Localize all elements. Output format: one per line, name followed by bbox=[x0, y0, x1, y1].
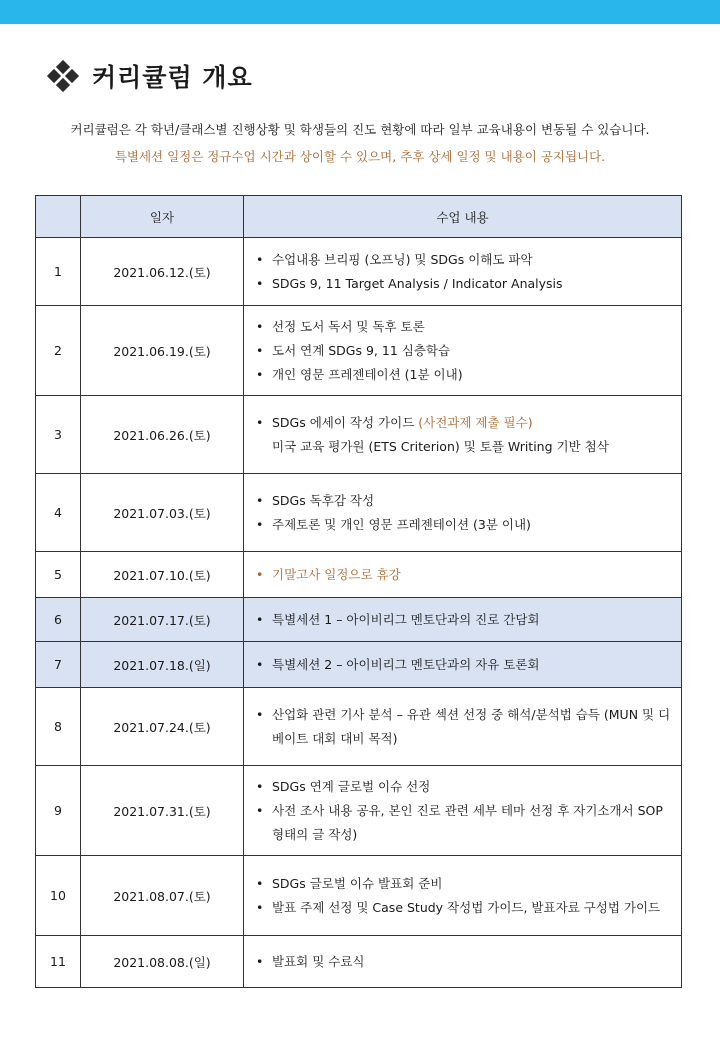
session-content bbox=[244, 238, 682, 306]
table-row bbox=[36, 688, 682, 766]
session-number: 9 bbox=[36, 766, 81, 856]
table-row bbox=[36, 598, 682, 642]
list-item-text: SDGs 연계 글로벌 이슈 선정 bbox=[272, 778, 431, 794]
session-number: 8 bbox=[36, 688, 81, 766]
session-number: 1 bbox=[36, 238, 81, 306]
content-subline: 미국 교육 평가원 (ETS Criterion) 및 토플 Writing 기반 첨삭 bbox=[272, 438, 609, 454]
diamond-cluster-icon bbox=[48, 61, 78, 91]
session-number: 11 bbox=[36, 936, 81, 988]
list-item bbox=[256, 272, 673, 296]
table-row bbox=[36, 396, 682, 474]
table-row bbox=[36, 642, 682, 688]
session-content bbox=[244, 936, 682, 988]
list-item bbox=[256, 896, 673, 920]
list-item-text: SDGs 독후감 작성 bbox=[272, 492, 375, 508]
list-item-text: 특별세션 2 – 아이비리그 멘토단과의 자유 토론회 bbox=[272, 656, 540, 672]
list-item-text: 주제토론 및 개인 영문 프레젠테이션 (3분 이내) bbox=[272, 516, 531, 532]
list-item-text: 선정 도서 독서 및 독후 토론 bbox=[272, 318, 425, 334]
session-number: 5 bbox=[36, 552, 81, 598]
session-date: 2021.07.03.(토) bbox=[81, 474, 244, 552]
list-item bbox=[256, 411, 673, 435]
table-row bbox=[36, 306, 682, 396]
list-item bbox=[256, 950, 673, 974]
list-item-text: 개인 영문 프레젠테이션 (1분 이내) bbox=[272, 366, 463, 382]
list-item bbox=[256, 653, 673, 677]
list-item-text: SDGs 9, 11 Target Analysis / Indicator Analysis bbox=[272, 275, 563, 291]
list-item-note: (사전과제 제출 필수) bbox=[418, 414, 533, 430]
content-list bbox=[256, 411, 673, 435]
content-list bbox=[256, 563, 673, 587]
session-number: 4 bbox=[36, 474, 81, 552]
session-content bbox=[244, 642, 682, 688]
session-content bbox=[244, 396, 682, 474]
notice-line-1: 커리큘럼은 각 학년/클래스별 진행상황 및 학생들의 진도 현황에 따라 일부 교육내용이 변동될 수 있습니다. bbox=[70, 122, 650, 137]
content-list bbox=[256, 489, 673, 537]
list-item-text: 수업내용 브리핑 (오프닝) 및 SDGs 이해도 파악 bbox=[272, 251, 533, 267]
list-item-text: 특별세션 1 – 아이비리그 멘토단과의 진로 간담회 bbox=[272, 611, 540, 627]
content-list bbox=[256, 703, 673, 751]
session-content bbox=[244, 856, 682, 936]
content-list bbox=[256, 950, 673, 974]
list-item-text: 사전 조사 내용 공유, 본인 진로 관련 세부 테마 선정 후 자기소개서 SOP 형태의 글 작성) bbox=[272, 802, 663, 842]
header-number bbox=[36, 196, 81, 238]
curriculum-table bbox=[35, 195, 682, 988]
session-date: 2021.07.24.(토) bbox=[81, 688, 244, 766]
list-item bbox=[256, 315, 673, 339]
table-row bbox=[36, 552, 682, 598]
top-accent-bar bbox=[0, 0, 720, 24]
notice-line-2: 특별세션 일정은 정규수업 시간과 상이할 수 있으며, 추후 상세 일정 및 내용이 공지됩니다. bbox=[114, 149, 606, 164]
session-number: 6 bbox=[36, 598, 81, 642]
session-content bbox=[244, 766, 682, 856]
header-date: 일자 bbox=[81, 196, 244, 238]
title-row bbox=[48, 58, 253, 94]
session-content bbox=[244, 474, 682, 552]
list-item bbox=[256, 799, 673, 847]
session-date: 2021.08.08.(일) bbox=[81, 936, 244, 988]
list-item-text: SDGs 에세이 작성 가이드 bbox=[272, 414, 415, 430]
session-date: 2021.07.31.(토) bbox=[81, 766, 244, 856]
session-date: 2021.07.18.(일) bbox=[81, 642, 244, 688]
content-list bbox=[256, 315, 673, 387]
session-date: 2021.07.10.(토) bbox=[81, 552, 244, 598]
session-number: 7 bbox=[36, 642, 81, 688]
list-item-text: 발표 주제 선정 및 Case Study 작성법 가이드, 발표자료 구성법 가이드 bbox=[272, 899, 661, 915]
table-body bbox=[36, 238, 682, 988]
session-content bbox=[244, 688, 682, 766]
session-date: 2021.06.19.(토) bbox=[81, 306, 244, 396]
session-number: 2 bbox=[36, 306, 81, 396]
session-content bbox=[244, 598, 682, 642]
list-item-text: 발표회 및 수료식 bbox=[272, 953, 365, 969]
list-item bbox=[256, 489, 673, 513]
list-item bbox=[256, 339, 673, 363]
session-number: 10 bbox=[36, 856, 81, 936]
content-list bbox=[256, 872, 673, 920]
content-list bbox=[256, 248, 673, 296]
session-date: 2021.06.12.(토) bbox=[81, 238, 244, 306]
session-content bbox=[244, 306, 682, 396]
content-list bbox=[256, 653, 673, 677]
session-date: 2021.07.17.(토) bbox=[81, 598, 244, 642]
list-item bbox=[256, 703, 673, 751]
list-item-text: SDGs 글로벌 이슈 발표회 준비 bbox=[272, 875, 443, 891]
list-item bbox=[256, 363, 673, 387]
page-title: 커리큘럼 개요 bbox=[92, 63, 253, 92]
header-content: 수업 내용 bbox=[244, 196, 682, 238]
session-content bbox=[244, 552, 682, 598]
table-row bbox=[36, 766, 682, 856]
list-item bbox=[256, 608, 673, 632]
table-row bbox=[36, 474, 682, 552]
list-item-text: 도서 연계 SDGs 9, 11 심층학습 bbox=[272, 342, 451, 358]
table-row bbox=[36, 238, 682, 306]
table-row bbox=[36, 936, 682, 988]
list-item-text: 기말고사 일정으로 휴강 bbox=[272, 566, 401, 582]
table-row bbox=[36, 856, 682, 936]
list-item bbox=[256, 513, 673, 537]
session-date: 2021.08.07.(토) bbox=[81, 856, 244, 936]
list-item bbox=[256, 563, 673, 587]
content-list bbox=[256, 608, 673, 632]
content-list bbox=[256, 775, 673, 847]
session-number: 3 bbox=[36, 396, 81, 474]
session-date: 2021.06.26.(토) bbox=[81, 396, 244, 474]
table-header-row bbox=[36, 196, 682, 238]
list-item-text: 산업화 관련 기사 분석 – 유관 섹션 선정 중 해석/분석법 습득 (MUN 및 디베이트 대회 대비 목적) bbox=[272, 706, 671, 746]
list-item bbox=[256, 872, 673, 896]
list-item bbox=[256, 248, 673, 272]
list-item bbox=[256, 775, 673, 799]
